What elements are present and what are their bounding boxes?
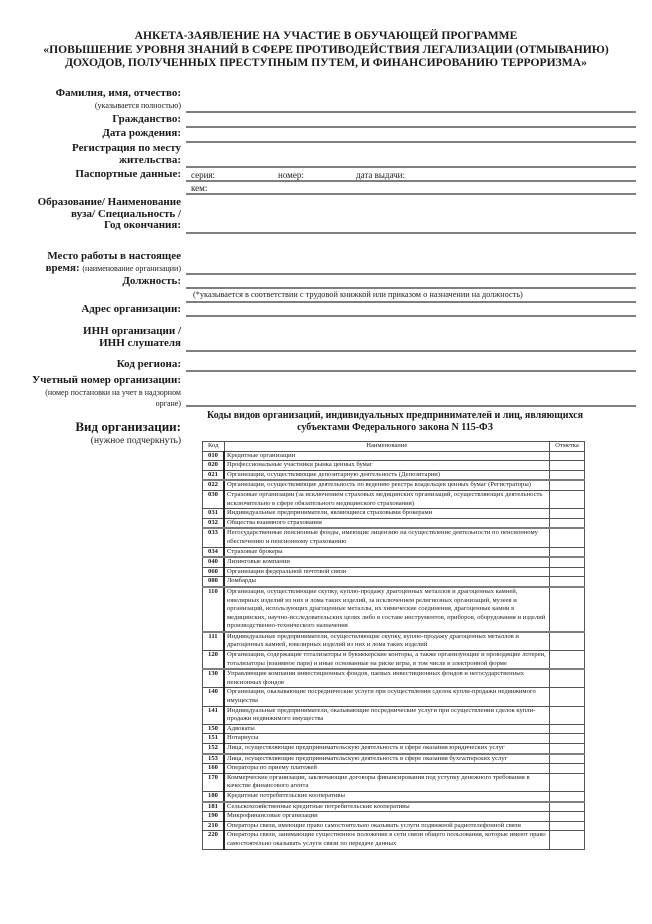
row-mark-cell[interactable] [550,821,585,831]
workplace-label: Место работы в настоящее время: (наименование организации) [45,250,181,274]
table-row[interactable] [203,754,585,764]
row-code: 022 [203,480,225,490]
row-mark-cell[interactable] [550,480,585,490]
row-name[interactable]: Микрофинансовые организации [224,812,550,822]
passport-issued-by-field[interactable] [186,193,636,195]
row-code: 030 [203,490,225,508]
row-mark-cell[interactable] [550,831,585,849]
row-code: 130 [203,669,225,688]
row-code: 151 [203,734,225,744]
row-code: 040 [203,557,225,567]
row-code: 020 [203,461,225,471]
row-name[interactable]: Операторы связи, имеющие право самостоятельно оказывать услуги подвижной радиотелефонной связи [224,821,550,831]
table-row[interactable] [203,567,585,577]
row-code: 110 [203,587,225,632]
fio-hint: (указывается полностью) [94,100,181,110]
row-mark-cell[interactable] [550,754,585,764]
inn-label: ИНН организации / ИНН слушателя [83,325,181,349]
org-type-label: Вид организации: (нужное подчеркнуть) [75,419,181,446]
row-code: 021 [203,470,225,480]
table-row[interactable] [203,461,585,471]
row-name[interactable]: Коммерческие организации, заключающие договоры финансирования под уступку денежного требования в качестве финансового агента [224,773,550,791]
row-mark-cell[interactable] [550,724,585,734]
row-code: 220 [203,831,225,849]
row-name[interactable]: Общества взаимного страхования [224,518,550,528]
table-row[interactable] [203,451,585,461]
row-code: 190 [203,812,225,822]
table-row[interactable] [203,587,585,632]
table-row[interactable] [203,651,585,670]
row-mark-cell[interactable] [550,802,585,812]
row-code: 180 [203,791,225,801]
row-mark-cell[interactable] [550,557,585,567]
passport-series-label: серия: [191,170,216,180]
row-name[interactable]: Нотариусы [224,734,550,744]
table-row[interactable] [203,470,585,480]
row-mark-cell[interactable] [550,773,585,791]
row-code: 153 [203,754,225,764]
education-label: Образование/ Наименование вуза/ Специальность / Год окончания: [37,196,181,232]
table-row[interactable] [203,734,585,744]
row-mark-cell[interactable] [550,587,585,632]
header-name: Наименование [224,442,550,452]
row-mark-cell[interactable] [550,528,585,547]
row-mark-cell[interactable] [550,451,585,461]
region-code-label: Код региона: [116,358,181,370]
table-row[interactable] [203,773,585,791]
row-code: 010 [203,451,225,461]
row-mark-cell[interactable] [550,688,585,706]
title-line-3: ДОХОДОВ, ПОЛУЧЕННЫХ ПРЕСТУПНЫМ ПУТЕМ, И ФИНАНСИРОВАНИЮ ТЕРРОРИЗМА» [65,56,587,69]
passport-label: Паспортные данные: [75,168,181,180]
row-name[interactable]: Ломбарды [224,577,550,587]
row-code: 111 [203,632,225,651]
position-hint: (*указывается в соответствии с трудовой книжкой или приказом о назначении на должность) [193,290,523,299]
row-mark-cell[interactable] [550,470,585,480]
workplace-hint: (наименование организации) [82,263,181,273]
fio-field[interactable] [186,111,636,113]
table-row[interactable] [203,669,585,688]
region-code-field[interactable] [186,370,636,372]
workplace-field[interactable] [186,273,636,275]
row-name[interactable]: Индивидуальные предприниматели, оказывающие посреднические услуги при осуществлении сделок купли-продажи недвижимого имущества [224,706,550,724]
row-code: 150 [203,724,225,734]
row-code: 060 [203,567,225,577]
table-row[interactable] [203,632,585,651]
education-field[interactable] [186,232,636,234]
passport-issued-by-label: кем: [191,183,208,193]
row-mark-cell[interactable] [550,669,585,688]
row-code: 080 [203,577,225,587]
row-name[interactable]: Индивидуальные предприниматели, осуществляющие скупку, куплю-продажу драгоценных металлов и драгоценных камней, ювелирных изделий из них и лома таких изделий [224,632,550,651]
citizenship-field[interactable] [186,126,636,128]
table-row[interactable] [203,706,585,724]
table-row[interactable] [203,480,585,490]
form-title [0,29,652,70]
account-number-field[interactable] [186,405,636,407]
row-code: 181 [203,802,225,812]
table-row[interactable] [203,490,585,508]
row-code: 032 [203,518,225,528]
table-row[interactable] [203,557,585,567]
table-row[interactable] [203,518,585,528]
inn-field[interactable] [186,350,636,352]
row-mark-cell[interactable] [550,791,585,801]
row-code: 141 [203,706,225,724]
fio-label: Фамилия, имя, отчество: (указывается полностью) [55,87,181,110]
row-mark-cell[interactable] [550,744,585,754]
position-hint-line [186,301,636,303]
row-name[interactable]: Управляющие компании инвестиционных фондов, паевых инвестиционных фондов и негосударственных пенсионных фондов [224,669,550,688]
row-mark-cell[interactable] [550,651,585,670]
row-name[interactable]: Организации, осуществляющие скупку, куплю-продажу драгоценных металлов и драгоценных камней, ювелирных изделий из них и лома таких изделий, за исключением религиозных организаций, музеев и организаций, использующих драгоценные металлы, их химические соединения, драгоценные камни в медицинских, научно-исследовательских целях либо в составе инструментов, приборов, оборудования и изделий производственно-технического назначения [224,587,550,632]
row-code: 160 [203,764,225,774]
org-codes-table [202,441,585,850]
row-mark-cell[interactable] [550,632,585,651]
header-code: Код [203,442,225,452]
codes-table-title: Коды видов организаций, индивидуальных предпринимателей и лиц, являющихся субъектами Федерального закона N 115-ФЗ [206,410,584,433]
row-name[interactable]: Организации, осуществляющие депозитарную деятельность (Депозитарии) [224,470,550,480]
passport-number-label: номер: [278,170,304,180]
table-row[interactable] [203,724,585,734]
citizenship-label: Гражданство: [112,113,181,125]
passport-issue-date-label: дата выдачи: [356,170,405,180]
row-mark-cell[interactable] [550,764,585,774]
birthdate-label: Дата рождения: [102,127,181,139]
row-mark-cell[interactable] [550,706,585,724]
row-name[interactable]: Негосударственные пенсионные фонды, имеющие лицензию на осуществление деятельности по пенсионному обеспечению и пенсионному страхованию [224,528,550,547]
row-code: 033 [203,528,225,547]
row-code: 170 [203,773,225,791]
row-name[interactable]: Организации федеральной почтовой связи [224,567,550,577]
row-name[interactable]: Организации, содержащие тотализаторы и букмекерские конторы, а также организующие и проводящие лотереи, тотализаторы (взаимное пари) и иные основанные на риске игры, в том числе в электронной форме [224,651,550,670]
table-row[interactable] [203,528,585,547]
table-row[interactable] [203,764,585,774]
title-line-1: АНКЕТА-ЗАЯВЛЕНИЕ НА УЧАСТИЕ В ОБУЧАЮЩЕЙ ПРОГРАММЕ [134,29,518,42]
row-code: 210 [203,821,225,831]
account-number-label: Учетный номер организации: (номер постановки на учет в надзорном органе) [32,374,181,409]
row-name[interactable]: Операторы по приему платежей [224,764,550,774]
table-header-row [203,442,585,452]
row-name[interactable]: Кредитные организации [224,451,550,461]
row-name[interactable]: Сельскохозяйственные кредитные потребительские кооперативы [224,802,550,812]
row-name[interactable]: Лица, осуществляющие предпринимательскую деятельность в сфере оказания бухгалтерских услуг [224,754,550,764]
position-label: Должность: [122,275,181,287]
org-address-label: Адрес организации: [81,303,181,315]
position-field[interactable] [186,287,636,289]
row-name[interactable]: Кредитные потребительские кооперативы [224,791,550,801]
row-name[interactable]: Индивидуальные предприниматели, являющиеся страховыми брокерами [224,509,550,519]
row-name[interactable]: Лизинговые компании [224,557,550,567]
row-name[interactable]: Страховые организации (за исключением страховых медицинских организаций, осуществляющих деятельность исключительно в сфере обязательного медицинского страхования) [224,490,550,508]
row-code: 120 [203,651,225,670]
birthdate-field[interactable] [186,141,636,143]
table-row[interactable] [203,821,585,831]
row-mark-cell[interactable] [550,461,585,471]
row-code: 140 [203,688,225,706]
row-name[interactable]: Операторы связи, занимающие существенное положение в сети связи общего пользования, которые имеют право самостоятельно оказывать услуги связи по передаче данных [224,831,550,849]
row-mark-cell[interactable] [550,518,585,528]
row-code: 152 [203,744,225,754]
table-row[interactable] [203,831,585,849]
table-row[interactable] [203,744,585,754]
row-mark-cell[interactable] [550,547,585,557]
row-mark-cell[interactable] [550,577,585,587]
row-name[interactable]: Организации, осуществляющие деятельность по ведению реестра владельцев ценных бумаг (Регистраторы) [224,480,550,490]
table-row[interactable] [203,509,585,519]
org-address-field[interactable] [186,315,636,317]
table-row[interactable] [203,547,585,557]
title-line-2: «ПОВЫШЕНИЕ УРОВНЯ ЗНАНИЙ В СФЕРЕ ПРОТИВОДЕЙСТВИЯ ЛЕГАЛИЗАЦИИ (ОТМЫВАНИЮ) [43,42,609,56]
row-mark-cell[interactable] [550,812,585,822]
row-name[interactable]: Страховые брокеры [224,547,550,557]
header-mark: Отметка [550,442,585,452]
row-code: 031 [203,509,225,519]
table-row[interactable] [203,791,585,801]
table-row[interactable] [203,812,585,822]
table-row[interactable] [203,577,585,587]
row-name[interactable]: Лица, осуществляющие предпринимательскую деятельность в сфере оказания юридических услуг [224,744,550,754]
registration-label: Регистрация по месту жительства: [72,142,181,166]
row-name[interactable]: Организации, оказывающие посреднические услуги при осуществлении сделок купли-продажи недвижимого имущества [224,688,550,706]
org-type-hint: (нужное подчеркнуть) [90,436,181,446]
row-name[interactable]: Адвокаты [224,724,550,734]
row-mark-cell[interactable] [550,567,585,577]
row-name[interactable]: Профессиональные участники рынка ценных бумаг [224,461,550,471]
row-mark-cell[interactable] [550,490,585,508]
row-mark-cell[interactable] [550,509,585,519]
passport-data-field[interactable] [186,180,636,182]
row-code: 034 [203,547,225,557]
table-row[interactable] [203,802,585,812]
table-row[interactable] [203,688,585,706]
row-mark-cell[interactable] [550,734,585,744]
registration-field[interactable] [186,166,636,168]
